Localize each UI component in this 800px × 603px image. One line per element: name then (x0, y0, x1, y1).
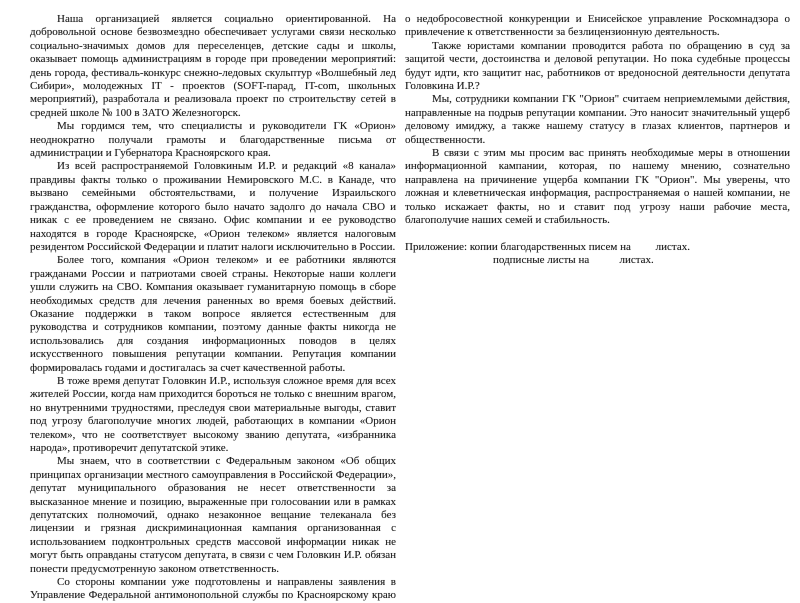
right-text-column (405, 13, 790, 267)
paragraph-patriots: Более того, компания «Орион телеком» и ее работники являются гражданами России и патриотами своей страны. Некоторые наши коллеги ушли служить на СВО. Компания оказывает гуманитарную помощь в сборе необходимых средств для лечения раненных во время боевых действий. Оказание поддержки в таком вопросе является естественным для руководства и сотрудников компании, поэтому данные факты никогда не использовались для создания информационных поводов в целях искусственного повышения репутации компании. Репутация компании формировалась годами и достигалась за счет качественной работы. (30, 254, 396, 374)
paragraph-law: Мы знаем, что в соответствии с Федеральным законом «Об общих принципах организации местного самоуправления в Российской Федерации», депутат муниципального образования не несет ответственности за высказанное мнение и позицию, выраженные при голосовании или в рамках депутатских полномочий, однако незаконное вещание телеканала без лицензии и грязная дискриминационная кампания организованная с использованием подконтрольных средств массовой информации никак не могут быть оправданы статусом депутата, в связи с чем Головкин И.Р. обязан понести предусмотренную законом ответственность. (30, 455, 396, 575)
paragraph-awards: Мы гордимся тем, что специалисты и руководители ГК «Орион» неоднократно получали грамоты и благодарственные письма от администрации и Губернатора Красноярского края. (30, 120, 396, 160)
paragraph-request: В связи с этим мы просим вас принять необходимые меры в отношении информационной кампании, которая, по нашему мнению, сознательно направлена на причинение ущерба компании ГК "Орион". Мы уверены, что ложная и клеветническая информация, распространяемая о нашей компании, не только искажает факты, но и ставит под угрозу наши рабочие места, благополучие наших семей и стабильность. (405, 147, 790, 227)
paragraph-statements-continued: о недобросовестной конкуренции и Енисейское управление Роскомнадзора о привлечение к ответственности за безлицензионную деятельность. (405, 13, 790, 39)
paragraph-intro: Наша организацией является социально ориентированной. На добровольной основе безвозмездно обеспечивает услугами связи несколько социально-значимых домов для переселенцев, детские сады и школы, оказывает помощь администрациям в городе при проведении мероприятий: день города, фестиваль-конкурс снежно-ледовых скульптур «Волшебный лед Сибири», молодежных IT - проектов (SOFT-парад, IT-com, школьных мероприятий), разработала и реализовала проект по строительству сетей в средней школе № 100 в ЗАТО Железногорск. (30, 13, 396, 119)
attachment-line-1: Приложение: копии благодарственных писем на листах. (405, 240, 690, 253)
paragraph-facts: Из всей распространяемой Головкиным И.Р. и редакций «8 канала» правдивы факты только о проживании Немировского М.С. в Канаде, что вызвано семейными обстоятельствами, и получение Израильского гражданства, оформление которого было начато задолго до начала СВО и никак с ее проведением не связано. Офис компании и ее руководство находятся в городе Красноярске, «Орион телеком» является налоговым резидентом Российской Федерации и платит налоги исключительно в России. (30, 160, 396, 253)
left-text-column (30, 13, 396, 603)
paragraph-lawyers: Также юристами компании проводится работа по обращению в суд за защитой чести, достоинства и деловой репутации. Но пока судебные процессы будут идти, кто защитит нас, работников от вредоносной деятельности депутата Головкина И.Р.? (405, 39, 790, 93)
paragraph-deputy: В тоже время депутат Головкин И.Р., используя сложное время для всех жителей России, когда нам приходится бороться не только с внешним врагом, но внутренними трудностями, преследуя свои материальные выгоды, ставит под угрозу благополучие многих людей, работающих в компании «Орион телеком», что не соответствует высокому званию депутата, «избранника народа», противоречит депутатской этике. (30, 374, 396, 454)
attachment-block (405, 241, 790, 268)
attachment-line-2: подписные листы на листах. (493, 253, 654, 266)
paragraph-employees: Мы, сотрудники компании ГК "Орион" считаем неприемлемыми действия, направленные на подрыв репутации компании. Это наносит значительный ущерб деловому имиджу, а также нашему статусу в глазах клиентов, партнеров и общественности. (405, 93, 790, 146)
paragraph-statements: Со стороны компании уже подготовлены и направлены заявления в Управление Федеральной антимонопольной службы по Красноярскому краю (30, 576, 396, 602)
